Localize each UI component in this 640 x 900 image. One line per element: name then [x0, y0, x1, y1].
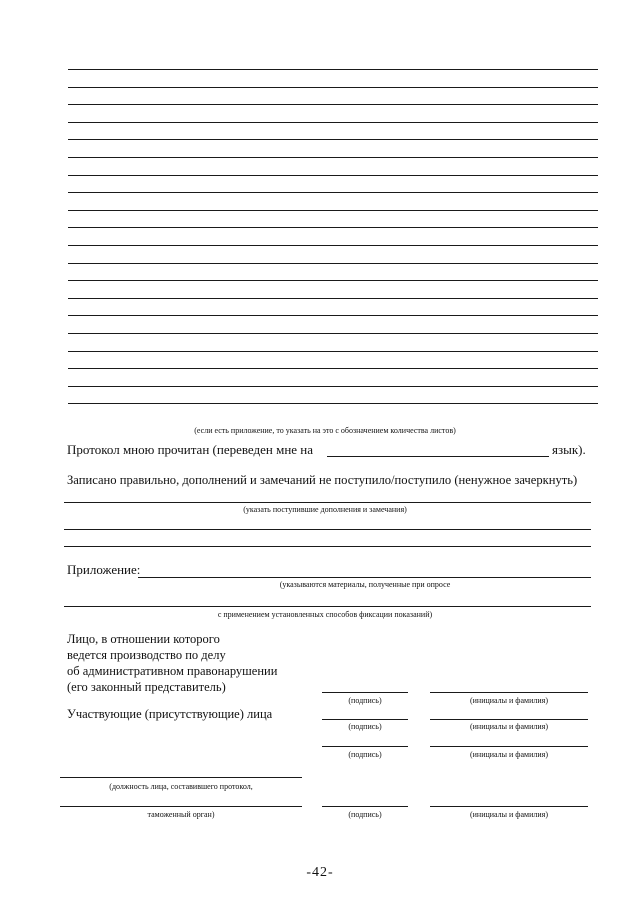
name-label-2: (инициалы и фамилия): [469, 722, 549, 731]
additions-note: (указать поступившие дополнения и замечания): [243, 505, 407, 514]
person-line-3: об административном правонарушении: [67, 664, 278, 678]
participants-label: Участвующие (присутствующие) лица: [67, 707, 273, 721]
page-number: -42-: [306, 865, 334, 880]
name-line-1[interactable]: [430, 692, 588, 693]
appendix-note-2: с применением установленных способов фиксации показаний): [217, 610, 433, 619]
signature-line-2[interactable]: [322, 719, 408, 720]
additions-line-2[interactable]: [64, 529, 591, 530]
official-line-2[interactable]: [60, 806, 302, 807]
name-line-4[interactable]: [430, 806, 588, 807]
person-line-1: Лицо, в отношении которого: [67, 632, 220, 646]
name-label-3: (инициалы и фамилия): [469, 750, 549, 759]
additions-line-1[interactable]: [64, 502, 591, 503]
official-label-1: (должность лица, составившего протокол,: [109, 782, 253, 791]
recorded-correctly-text: Записано правильно, дополнений и замечаний не поступило/поступило (ненужное зачеркнуть): [67, 473, 578, 487]
signature-label-1: (подпись): [348, 696, 382, 705]
appendix-line[interactable]: [138, 577, 591, 578]
name-label-4: (инициалы и фамилия): [469, 810, 549, 819]
appendix-label: Приложение:: [67, 562, 141, 577]
signature-line-1[interactable]: [322, 692, 408, 693]
signature-label-2: (подпись): [348, 722, 382, 731]
additions-line-3[interactable]: [64, 546, 591, 547]
name-line-3[interactable]: [430, 746, 588, 747]
signature-label-4: (подпись): [348, 810, 382, 819]
name-line-2[interactable]: [430, 719, 588, 720]
name-label-1: (инициалы и фамилия): [469, 696, 549, 705]
ruled-lines: [0, 0, 640, 420]
person-line-4: (его законный представитель): [67, 680, 226, 694]
official-line-1[interactable]: [60, 777, 302, 778]
appendix-line-2[interactable]: [64, 606, 591, 607]
protocol-read-suffix: язык).: [552, 442, 586, 457]
signature-label-3: (подпись): [348, 750, 382, 759]
person-line-2: ведется производство по делу: [67, 648, 226, 662]
official-label-2: таможенный орган): [147, 810, 215, 819]
signature-line-3[interactable]: [322, 746, 408, 747]
attachment-note: (если есть приложение, то указать на это с обозначением количества листов): [194, 426, 456, 435]
protocol-read-prefix: Протокол мною прочитан (переведен мне на: [67, 442, 314, 457]
language-field-line[interactable]: [327, 456, 549, 457]
appendix-note-1: (указываются материалы, полученные при опросе: [279, 580, 451, 589]
signature-line-4[interactable]: [322, 806, 408, 807]
